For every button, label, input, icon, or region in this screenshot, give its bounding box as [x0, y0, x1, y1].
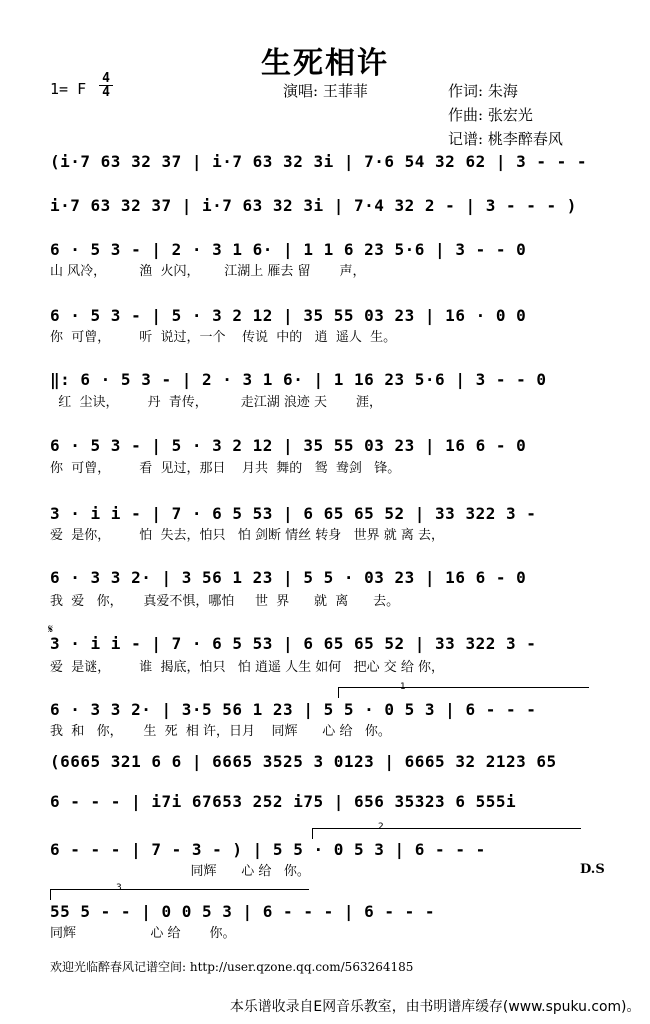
song-title: 生死相许 [261, 46, 389, 81]
lyric-row-8: 我 爱 你， 真爱不惧，哪怕 世 界 就 离 去。 [50, 594, 400, 609]
lyric-row-7: 爱 是你， 怕 失去，怕只 怕 剑断 情丝 转身 世界 就 离 去， [50, 528, 445, 543]
staff-row-4: 6 · 5 3 - | 5 · 3 2 12 | 35 55 03 23 | 16 · 0 0 [50, 306, 527, 325]
lyricist-credit: 作词: 朱海 [448, 82, 518, 100]
da-segno-mark: D.S [580, 862, 605, 877]
staff-row-13: 6 - - - | 7 - 3 - ) | 5 5 · 0 5 3 | 6 - - - [50, 840, 486, 859]
lyric-row-13: 同辉 心 给 你。 [50, 864, 310, 879]
second-ending-bracket [312, 828, 581, 839]
singer-credit: 演唱: 王菲菲 [283, 82, 368, 100]
lyric-row-9: 爱 是谜， 谁 揭底，怕只 怕 逍遥 人生 如何 把心 交 给 你， [50, 660, 445, 675]
staff-row-2: i·7 63 32 37 | i·7 63 32 3i | 7·4 32 2 - | 3 - - - ) [50, 196, 577, 215]
staff-row-8: 6 · 3 3 2· | 3 56 1 23 | 5 5 · 03 23 | 16 6 - 0 [50, 568, 527, 587]
segno-sign: 𝄋 [48, 622, 54, 636]
lyric-row-4: 你 可曾， 听 说过，一个 传说 中的 逍 遥人 生。 [50, 330, 397, 345]
lyric-row-3: 山 风冷， 渔 火闪， 江湖上 雁去 留 声， [50, 264, 366, 279]
lyric-row-5: 红 尘诀， 丹 青传， 走江湖 浪迹 天 涯， [50, 395, 382, 410]
lyric-row-14: 同辉 心 给 你。 [50, 926, 236, 941]
staff-row-7: 3 · i i - | 7 · 6 5 53 | 6 65 65 52 | 33 322 3 - [50, 504, 537, 523]
staff-row-5: ‖: 6 · 5 3 - | 2 · 3 1 6· | 1 16 23 5·6 | 3 - - 0 [50, 370, 547, 389]
staff-row-3: 6 · 5 3 - | 2 · 3 1 6· | 1 1 6 23 5·6 | 3 - - 0 [50, 240, 527, 259]
second-ending-number: 2 [378, 822, 384, 832]
first-ending-bracket [338, 687, 589, 698]
time-signature-top: 4 [102, 71, 110, 86]
key-signature: 1= F [50, 80, 87, 98]
staff-row-1: (i·7 63 32 37 | i·7 63 32 3i | 7·6 54 32 62 | 3 - - - [50, 152, 588, 171]
time-signature [99, 72, 113, 99]
staff-row-11: (6665 321 6 6 | 6665 3525 3 0123 | 6665 32 2123 65 [50, 752, 557, 771]
transcriber-credit: 记谱: 桃李醉春风 [448, 130, 563, 148]
staff-row-10: 6 · 3 3 2· | 3·5 56 1 23 | 5 5 · 0 5 3 | 6 - - - [50, 700, 537, 719]
third-ending-bracket [50, 889, 309, 900]
staff-row-6: 6 · 5 3 - | 5 · 3 2 12 | 35 55 03 23 | 16 6 - 0 [50, 436, 527, 455]
staff-row-12: 6 - - - | i7i 67653 252 i75 | 656 35323 6 555i [50, 792, 517, 811]
composer-credit: 作曲: 张宏光 [448, 106, 533, 124]
time-signature-bottom: 4 [102, 85, 110, 100]
first-ending-number: 1 [400, 682, 406, 692]
staff-row-14: 55 5 - - | 0 0 5 3 | 6 - - - | 6 - - - [50, 902, 436, 921]
source-note: 本乐谱收录自E网音乐教室，由书明谱库缓存(www.spuku.com)。 [230, 999, 641, 1015]
third-ending-number: 3 [116, 883, 122, 893]
lyric-row-10: 我 和 你， 生 死 相 许，日月 同辉 心 给 你。 [50, 724, 391, 739]
staff-row-9: 3 · i i - | 7 · 6 5 53 | 6 65 65 52 | 33 322 3 - [50, 634, 537, 653]
transcriber-space-note: 欢迎光临醉春风记谱空间: http://user.qzone.qq.com/563264185 [50, 960, 414, 974]
lyric-row-6: 你 可曾， 看 见过，那日 月共 舞的 鸳 鸯剑 锋。 [50, 461, 401, 476]
